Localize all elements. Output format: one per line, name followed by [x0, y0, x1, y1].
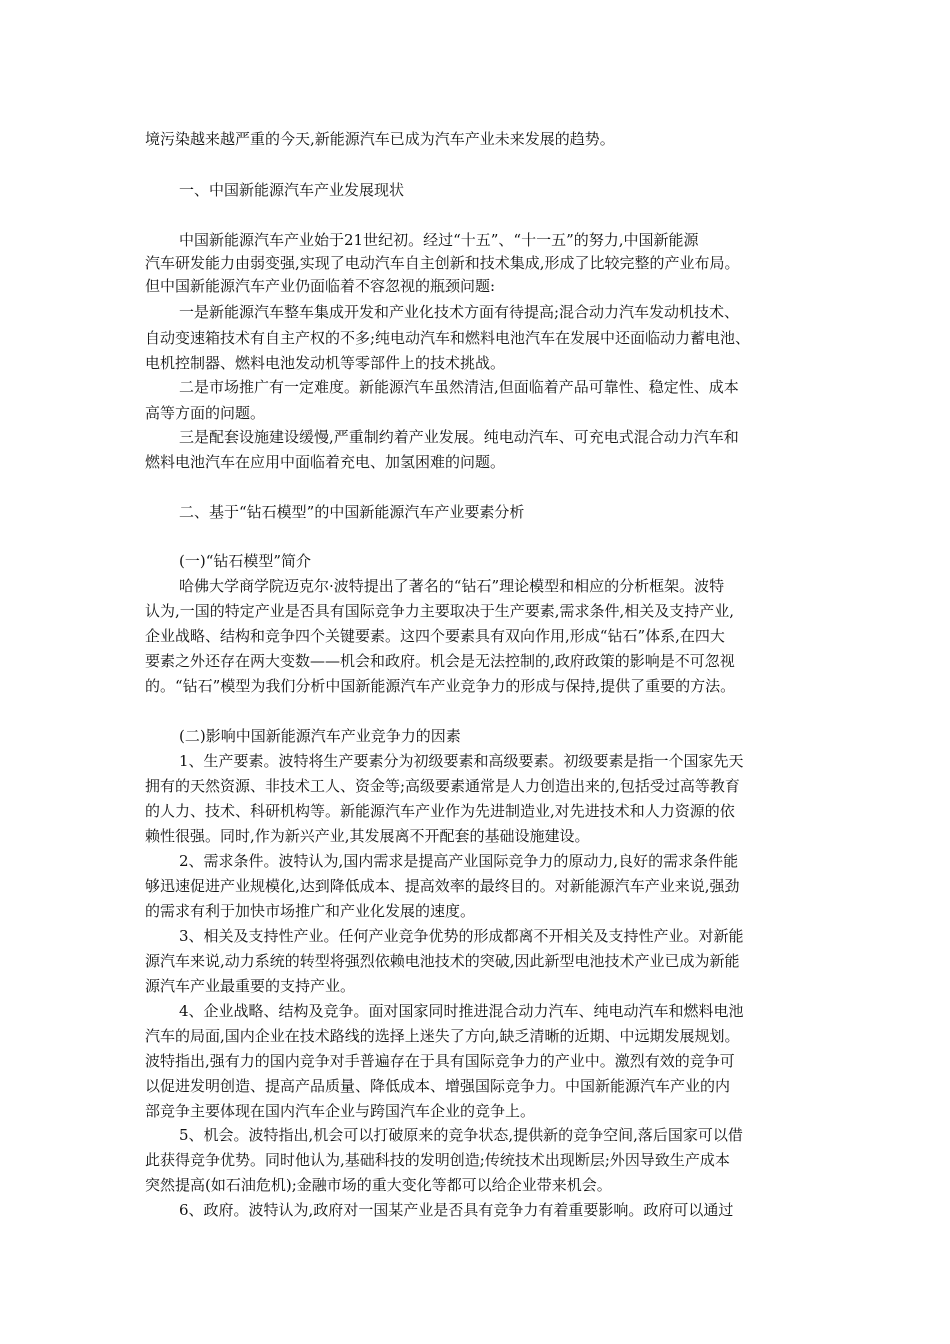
paragraph-line: 波特指出,强有力的国内竞争对手普遍存在于具有国际竞争力的产业中。激烈有效的竞争可 — [145, 1052, 735, 1070]
paragraph-line: 4、企业战略、结构及竞争。面对国家同时推进混合动力汽车、纯电动汽车和燃料电池 — [179, 1002, 744, 1020]
section-heading-2: 二、基于“钻石模型”的中国新能源汽车产业要素分析 — [179, 503, 525, 521]
paragraph-line: 自动变速箱技术有自主产权的不多;纯电动汽车和燃料电池汽车在发展中还面临动力蓄电池、 — [145, 329, 751, 347]
subsection-heading-1: (一)“钻石模型”简介 — [179, 552, 312, 570]
paragraph-line: 部竞争主要体现在国内汽车企业与跨国汽车企业的竞争上。 — [145, 1102, 536, 1120]
paragraph-line: 电机控制器、燃料电池发动机等零部件上的技术挑战。 — [145, 354, 506, 372]
paragraph-line: 源汽车产业最重要的支持产业。 — [145, 977, 356, 995]
paragraph-line: 中国新能源汽车产业始于21世纪初。经过“十五”、“十一五”的努力,中国新能源 — [179, 231, 699, 249]
paragraph-line: 的需求有利于加快市场推广和产业化发展的速度。 — [145, 902, 476, 920]
paragraph-line: 2、需求条件。波特认为,国内需求是提高产业国际竞争力的原动力,良好的需求条件能 — [179, 852, 739, 870]
paragraph-line: 此获得竞争优势。同时他认为,基础科技的发明创造;传统技术出现断层;外因导致生产成本 — [145, 1151, 730, 1169]
paragraph-line: 哈佛大学商学院迈克尔·波特提出了著名的“钻石”理论模型和相应的分析框架。波特 — [179, 577, 725, 595]
paragraph-line: 二是市场推广有一定难度。新能源汽车虽然清洁,但面临着产品可靠性、稳定性、成本 — [179, 378, 739, 396]
paragraph-line: 的。“钻石”模型为我们分析中国新能源汽车产业竞争力的形成与保持,提供了重要的方法。 — [145, 677, 736, 695]
paragraph-line: 燃料电池汽车在应用中面临着充电、加氢困难的问题。 — [145, 453, 506, 471]
paragraph-line: 以促进发明创造、提高产品质量、降低成本、增强国际竞争力。中国新能源汽车产业的内 — [145, 1077, 731, 1095]
paragraph-line: 一是新能源汽车整车集成开发和产业化技术方面有待提高;混合动力汽车发动机技术、 — [179, 303, 740, 321]
paragraph-line: 拥有的天然资源、非技术工人、资金等;高级要素通常是人力创造出来的,包括受过高等教育 — [145, 777, 740, 795]
paragraph-line: 但中国新能源汽车产业仍面临着不容忽视的瓶颈问题: — [145, 277, 496, 295]
subsection-heading-2: (二)影响中国新能源汽车产业竞争力的因素 — [179, 727, 461, 745]
paragraph-line: 3、相关及支持性产业。任何产业竞争优势的形成都离不开相关及支持性产业。对新能 — [179, 927, 744, 945]
paragraph-line: 三是配套设施建设缓慢,严重制约着产业发展。纯电动汽车、可充电式混合动力汽车和 — [179, 428, 739, 446]
paragraph-line: 的人力、技术、科研机构等。新能源汽车产业作为先进制造业,对先进技术和人力资源的依 — [145, 802, 735, 820]
paragraph-line: 突然提高(如石油危机);金融市场的重大变化等都可以给企业带来机会。 — [145, 1176, 612, 1194]
paragraph-line: 够迅速促进产业规模化,达到降低成本、提高效率的最终目的。对新能源汽车产业来说,强劲 — [145, 877, 740, 895]
paragraph-line: 汽车研发能力由弱变强,实现了电动汽车自主创新和技术集成,形成了比较完整的产业布局。 — [145, 254, 740, 272]
paragraph-line: 1、生产要素。波特将生产要素分为初级要素和高级要素。初级要素是指一个国家先天 — [179, 752, 744, 770]
paragraph-line: 赖性很强。同时,作为新兴产业,其发展离不开配套的基础设施建设。 — [145, 827, 590, 845]
paragraph-continuation: 境污染越来越严重的今天,新能源汽车已成为汽车产业未来发展的趋势。 — [145, 130, 615, 148]
paragraph-line: 要素之外还存在两大变数——机会和政府。机会是无法控制的,政府政策的影响是不可忽视 — [145, 652, 735, 670]
paragraph-line: 认为,一国的特定产业是否具有国际竞争力主要取决于生产要素,需求条件,相关及支持产业, — [145, 602, 735, 620]
paragraph-line: 源汽车来说,动力系统的转型将强烈依赖电池技术的突破,因此新型电池技术产业已成为新能 — [145, 952, 740, 970]
paragraph-line: 6、政府。波特认为,政府对一国某产业是否具有竞争力有着重要影响。政府可以通过 — [179, 1201, 734, 1219]
paragraph-line: 高等方面的问题。 — [145, 404, 266, 422]
paragraph-line: 5、机会。波特指出,机会可以打破原来的竞争状态,提供新的竞争空间,落后国家可以借 — [179, 1126, 743, 1144]
paragraph-line: 企业战略、结构和竞争四个关键要素。这四个要素具有双向作用,形成“钻石”体系,在四大 — [145, 627, 725, 645]
paragraph-line: 汽车的局面,国内企业在技术路线的选择上迷失了方向,缺乏清晰的近期、中远期发展规划。 — [145, 1027, 740, 1045]
section-heading-1: 一、中国新能源汽车产业发展现状 — [179, 181, 405, 199]
